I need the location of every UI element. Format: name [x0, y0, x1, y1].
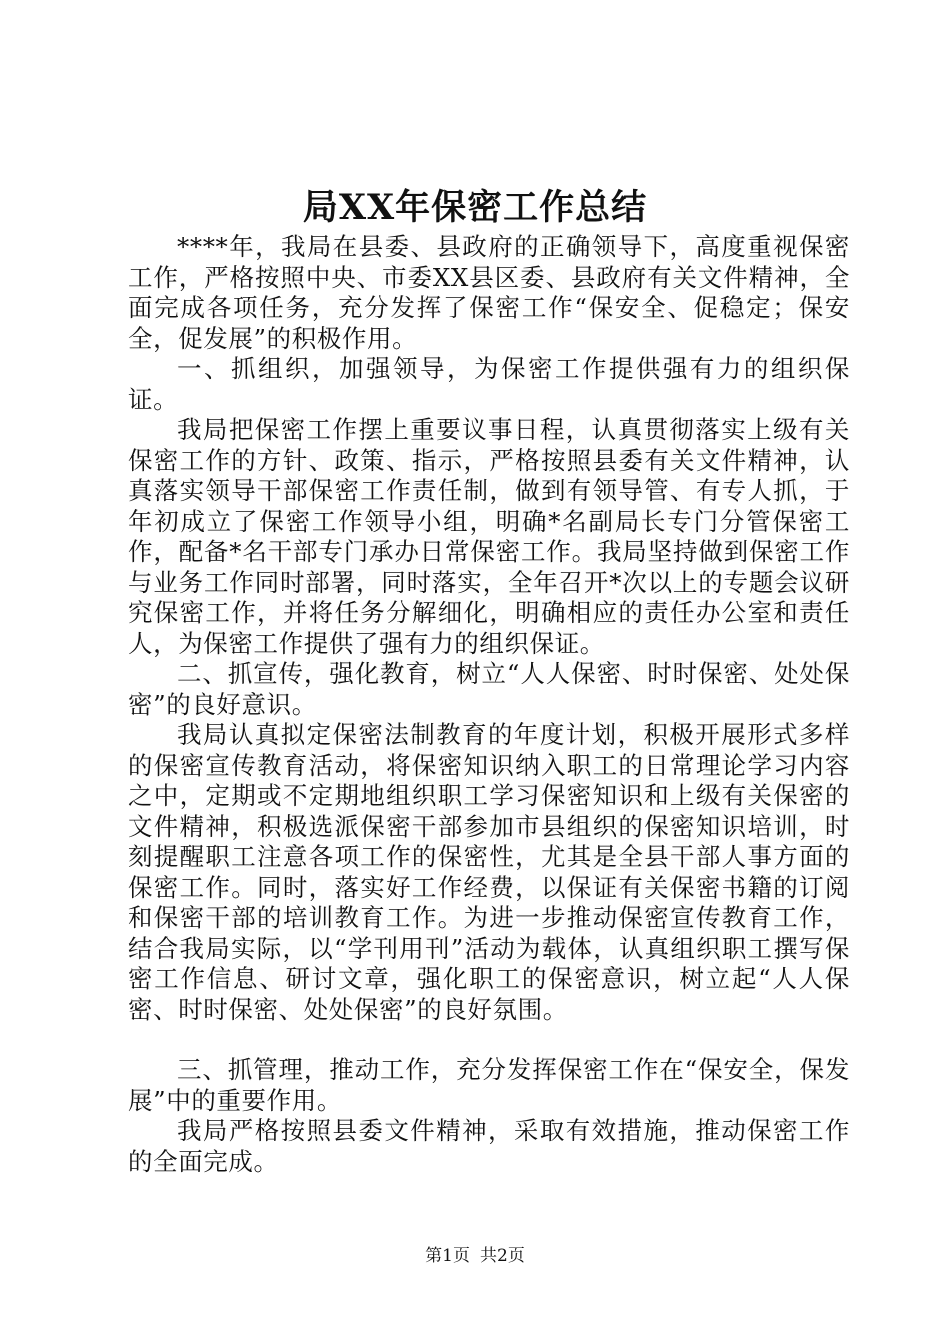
- page-footer: [0, 1244, 950, 1268]
- paragraph-intro: ****年，我局在县委、县政府的正确领导下，高度重视保密工作，严格按照中央、市委XX县区委、县政府有关文件精神，全面完成各项任务，充分发挥了保密工作“保安全、促稳定；保安全，促发展”的积极作用。: [128, 232, 850, 353]
- section-heading-1: 一、抓组织，加强领导，为保密工作提供强有力的组织保证。: [128, 354, 850, 414]
- document-title: 局XX年保密工作总结: [302, 187, 648, 228]
- paragraph-section-1: 我局把保密工作摆上重要议事日程，认真贯彻落实上级有关保密工作的方针、政策、指示，严格按照县委有关文件精神，认真落实领导干部保密工作责任制，做到有领导管、有专人抓，于年初成立了保密工作领导小组，明确*名副局长专门分管保密工作，配备*名干部专门承办日常保密工作。我局坚持做到保密工作与业务工作同时部署，同时落实，全年召开*次以上的专题会议研究保密工作，并将任务分解细化，明确相应的责任办公室和责任人，为保密工作提供了强有力的组织保证。: [128, 415, 850, 658]
- paragraph-section-3: 我局严格按照县委文件精神，采取有效措施，推动保密工作的全面完成。: [128, 1116, 850, 1176]
- page-number-total: 共2页: [480, 1246, 525, 1266]
- page-number-current: 第1页: [425, 1246, 470, 1266]
- section-heading-2: 二、抓宣传，强化教育，树立“人人保密、时时保密、处处保密”的良好意识。: [128, 659, 850, 719]
- paragraph-section-2: 我局认真拟定保密法制教育的年度计划，积极开展形式多样的保密宣传教育活动，将保密知识纳入职工的日常理论学习内容之中，定期或不定期地组织职工学习保密知识和上级有关保密的文件精神，积极选派保密干部参加市县组织的保密知识培训，时刻提醒职工注意各项工作的保密性，尤其是全县干部人事方面的保密工作。同时，落实好工作经费，以保证有关保密书籍的订阅和保密干部的培训教育工作。为进一步推动保密宣传教育工作，结合我局实际，以“学刊用刊”活动为载体，认真组织职工撰写保密工作信息、研讨文章，强化职工的保密意识，树立起“人人保密、时时保密、处处保密”的良好氛围。: [128, 720, 850, 1024]
- document-body: [128, 232, 850, 1177]
- section-heading-3: 三、抓管理，推动工作，充分发挥保密工作在“保安全，保发展”中的重要作用。: [128, 1055, 850, 1115]
